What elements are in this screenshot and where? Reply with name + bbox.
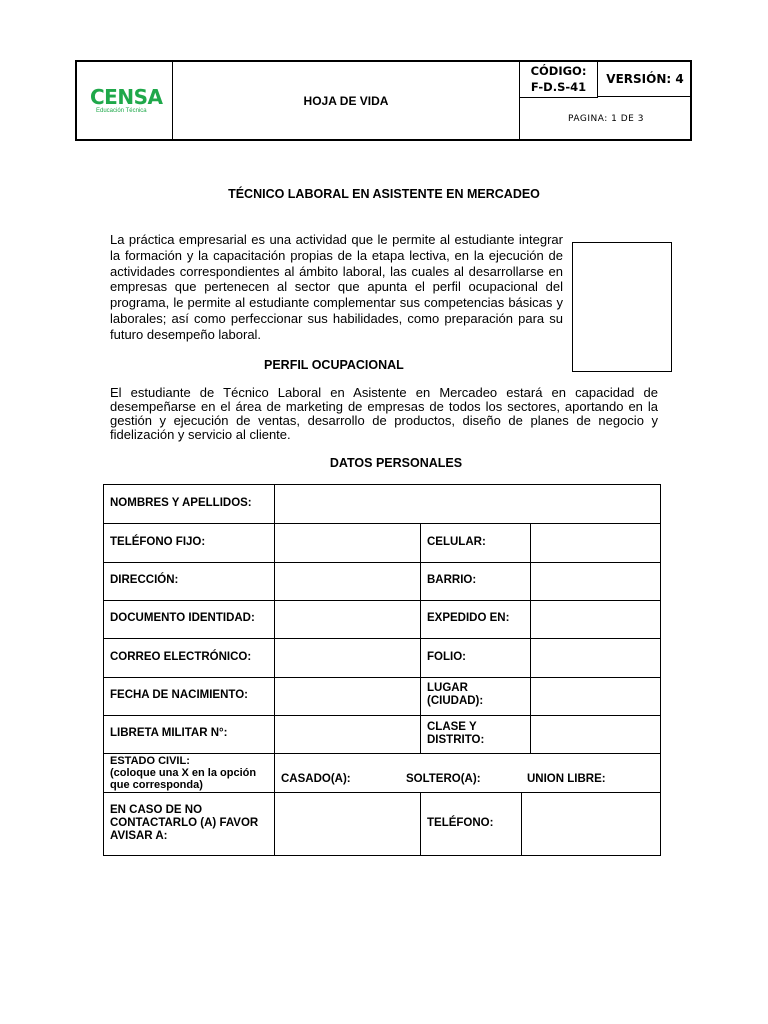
fecha-nacimiento-input[interactable] — [275, 678, 420, 715]
label-clase-line2: DISTRITO: — [427, 734, 485, 746]
label-fecha-nacimiento: FECHA DE NACIMIENTO: — [110, 689, 248, 701]
label-correo: CORREO ELECTRÓNICO: — [110, 651, 252, 663]
logo-cell — [77, 62, 173, 139]
code-cell — [520, 62, 598, 98]
intro-paragraph: La práctica empresarial es una actividad que le permite al estudiante integrar la formación y la capacitación propias de la etapa lectiva, en la ejecución de actividades correspondientes al ámbito laboral, las cuales al desarrollarse en empresas que pertenecen al sector que apunta el perfil ocupacional del programa, le permite al estudiante complementar sus competencias básicas y laborales; así como perfeccionar sus habilidades, como preparación para su futuro desempeño laboral. — [110, 232, 563, 342]
perfil-heading: PERFIL OCUPACIONAL — [264, 358, 404, 372]
version-label: VERSIÓN: 4 — [598, 62, 692, 97]
datos-heading: DATOS PERSONALES — [329, 456, 463, 470]
page-number: PAGINA: 1 DE 3 — [568, 113, 644, 124]
photo-box — [572, 242, 672, 372]
label-contacto-line3: AVISAR A: — [110, 830, 168, 842]
personal-data-form — [103, 484, 661, 856]
option-union-libre[interactable]: UNION LIBRE: — [527, 773, 606, 785]
barrio-input[interactable] — [531, 563, 660, 600]
direccion-input[interactable] — [275, 563, 420, 600]
contacto-telefono-input[interactable] — [522, 793, 660, 855]
document-header — [75, 60, 692, 141]
column-divider — [420, 792, 421, 855]
label-clase-line1: CLASE Y — [427, 721, 477, 733]
label-expedido: EXPEDIDO EN: — [427, 612, 510, 624]
censa-logo: CENSA — [90, 85, 163, 109]
label-estado-line2: (coloque una X en la opción — [110, 767, 257, 779]
nombres-input[interactable] — [275, 485, 660, 523]
column-divider — [420, 523, 421, 753]
option-soltero[interactable]: SOLTERO(A): — [406, 773, 481, 785]
label-documento: DOCUMENTO IDENTIDAD: — [110, 612, 255, 624]
label-telefono-contacto: TELÉFONO: — [427, 817, 494, 829]
label-folio: FOLIO: — [427, 651, 466, 663]
label-estado-civil — [110, 755, 256, 791]
label-estado-line3: que corresponda) — [110, 779, 203, 791]
label-barrio: BARRIO: — [427, 574, 477, 586]
label-lugar-line1: LUGAR — [427, 682, 468, 694]
label-nombres: NOMBRES Y APELLIDOS: — [110, 497, 252, 509]
label-lugar — [427, 682, 483, 708]
folio-input[interactable] — [531, 639, 660, 677]
label-celular: CELULAR: — [427, 536, 486, 548]
label-libreta: LIBRETA MILITAR N°: — [110, 727, 228, 739]
libreta-input[interactable] — [275, 716, 420, 753]
row-divider — [104, 753, 660, 754]
label-contacto — [110, 804, 258, 843]
label-contacto-line1: EN CASO DE NO — [110, 804, 203, 816]
perfil-paragraph: El estudiante de Técnico Laboral en Asistente en Mercadeo estará en capacidad de desempeñarse en el área de marketing de empresas de todos los sectores, aportando en la gestión y ejecución de ventas, desarrollo de productos, diseño de planes de negocio y fidelización y servicio al cliente. — [110, 385, 658, 442]
code-label: CÓDIGO: — [530, 64, 587, 78]
option-casado[interactable]: CASADO(A): — [281, 773, 351, 785]
label-telefono-fijo: TELÉFONO FIJO: — [110, 536, 206, 548]
documento-input[interactable] — [275, 601, 420, 638]
label-lugar-line2: (CIUDAD): — [427, 695, 484, 707]
celular-input[interactable] — [531, 524, 660, 562]
header-title: HOJA DE VIDA — [173, 62, 520, 139]
document-title: TÉCNICO LABORAL EN ASISTENTE EN MERCADEO — [228, 187, 540, 201]
clase-distrito-input[interactable] — [531, 716, 660, 753]
label-direccion: DIRECCIÓN: — [110, 574, 179, 586]
logo-tagline: Educación Técnica — [96, 108, 147, 114]
label-estado-line1: ESTADO CIVIL: — [110, 755, 190, 767]
expedido-input[interactable] — [531, 601, 660, 638]
contacto-input[interactable] — [275, 793, 420, 855]
telefono-fijo-input[interactable] — [275, 524, 420, 562]
label-contacto-line2: CONTACTARLO (A) FAVOR — [110, 817, 259, 829]
label-clase-distrito — [427, 721, 484, 747]
correo-input[interactable] — [275, 639, 420, 677]
lugar-input[interactable] — [531, 678, 660, 715]
code-value: F-D.S-41 — [530, 80, 587, 94]
